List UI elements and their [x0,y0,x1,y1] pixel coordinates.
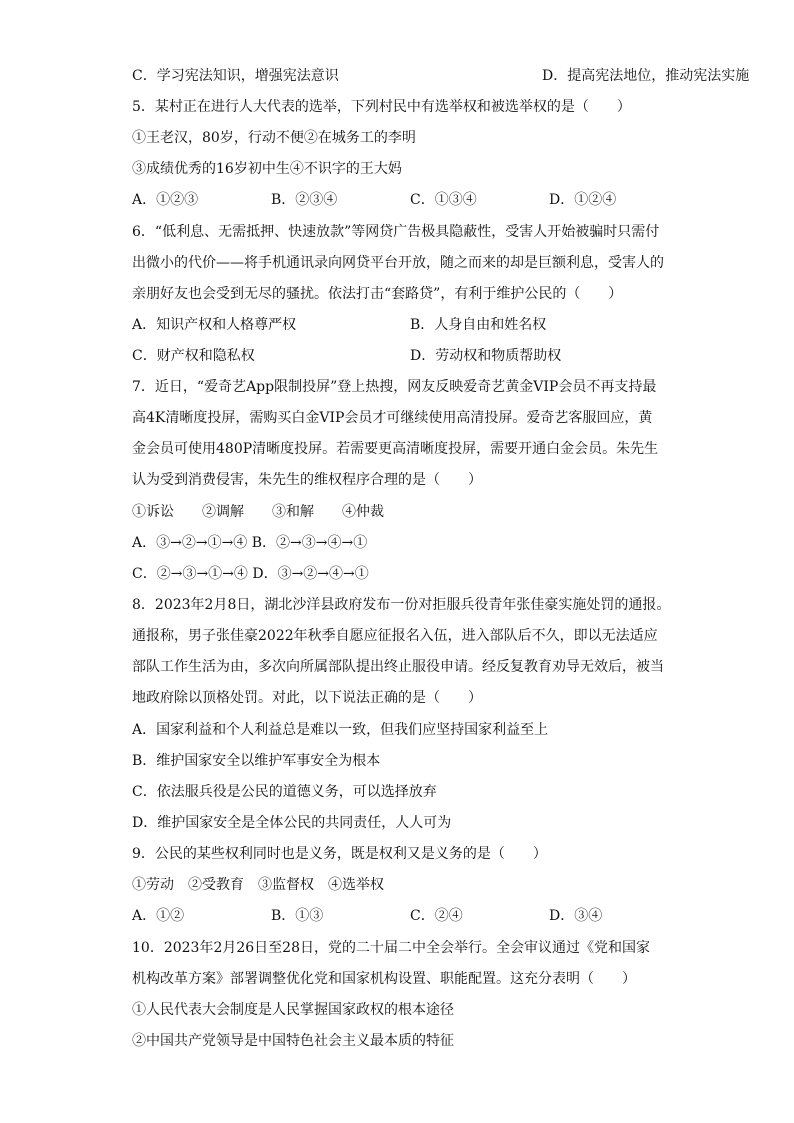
question-8-stem-1: 8．2023年2月8日，湖北沙洋县政府发布一份对拒服兵役青年张佳豪实施处罚的通报。 [132,597,671,613]
question-7-stem-3: 金会员可使用480P清晰度投屏。若需要更高清晰度投屏，需要开通白金会员。朱先生 [132,441,659,457]
q6-option-d: D．劳动权和物质帮助权 [410,348,562,364]
question-7-options-cd: C．②→③→①→④ D．③→②→④→① [132,566,369,582]
question-6-options-ab [132,315,672,335]
question-6-stem-2: 出微小的代价——将手机通讯录向网贷平台开放，随之而来的却是巨额利息，受害人的 [132,255,664,271]
q9-option-a: A．①② [132,908,185,924]
question-6-stem-1: 6．“低利息、无需抵押、快速放款”等网贷广告极具隐蔽性，受害人开始被骗时只需付 [132,224,660,240]
q5-option-d: D．①②④ [549,192,617,208]
q6-option-a: A．知识产权和人格尊严权 [132,317,297,333]
question-8-stem-4: 地政府除以顶格处罚。对此，以下说法正确的是（ ） [132,690,482,706]
question-7-options-ab: A．③→②→①→④ B．②→③→④→① [132,535,368,551]
q4-option-d: D．提高宪法地位，推动宪法实施 [542,68,750,84]
q9-option-c: C．②④ [410,908,463,924]
q5-items-line-2: ③成绩优秀的16岁初中生④不识字的王大妈 [132,161,402,177]
q9-items: ①劳动 ②受教育 ③监督权 ④选举权 [132,877,384,893]
q5-option-b: B．②③④ [271,192,338,208]
question-6-stem-3: 亲朋好友也会受到无尽的骚扰。依法打击“套路贷”，有利于维护公民的（ ） [132,286,623,302]
question-5-stem: 5．某村正在进行人大代表的选举，下列村民中有选举权和被选举权的是（ ） [132,99,631,115]
q6-option-c: C．财产权和隐私权 [132,348,255,364]
q6-option-b: B．人身自由和姓名权 [410,317,547,333]
q7-items: ①诉讼 ②调解 ③和解 ④仲裁 [132,504,384,520]
question-4-options-cd [132,66,750,86]
q10-item-1: ①人民代表大会制度是人民掌握国家政权的根本途径 [132,1002,454,1018]
question-7-stem-4: 认为受到消费侵害，朱先生的维权程序合理的是（ ） [132,472,482,488]
question-10-stem-2: 机构改革方案》部署调整优化党和国家机构设置、职能配置。这充分表明（ ） [132,971,636,987]
q10-item-2: ②中国共产党领导是中国特色社会主义最本质的特征 [132,1033,454,1049]
question-8-stem-2: 通报称，男子张佳豪2022年秋季自愿应征报名入伍，进入部队后不久，即以无法适应 [132,628,658,644]
q8-option-c: C．依法服兵役是公民的道德义务，可以选择放弃 [132,784,437,800]
question-6-options-cd [132,346,672,366]
q4-option-c: C．学习宪法知识，增强宪法意识 [132,68,339,84]
q8-option-d: D．维护国家安全是全体公民的共同责任，人人可为 [132,815,452,831]
question-7-stem-1: 7．近日，“爱奇艺App限制投屏”登上热搜，网友反映爱奇艺黄金VIP会员不再支持最 [132,379,657,395]
q9-option-d: D．③④ [549,908,603,924]
question-9-stem: 9．公民的某些权利同时也是义务，既是权利又是义务的是（ ） [132,846,547,862]
q9-option-b: B．①③ [271,908,324,924]
question-10-stem-1: 10．2023年2月26日至28日，党的二十届二中全会举行。全会审议通过《党和国家 [132,940,650,956]
q5-option-a: A．①②③ [132,192,199,208]
q8-option-a: A．国家利益和个人利益总是难以一致，但我们应坚持国家利益至上 [132,722,549,738]
question-8-stem-3: 部队工作生活为由，多次向所属部队提出终止服役申请。经反复教育劝导无效后，被当 [132,659,664,675]
question-7-stem-2: 高4K清晰度投屏，需购买白金VIP会员才可继续使用高清投屏。爱奇艺客服回应，黄 [132,410,653,426]
q5-option-c: C．①③④ [410,192,477,208]
q5-items-line-1: ①王老汉，80岁，行动不便②在城务工的李明 [132,130,416,146]
q8-option-b: B．维护国家安全以维护军事安全为根本 [132,753,381,769]
